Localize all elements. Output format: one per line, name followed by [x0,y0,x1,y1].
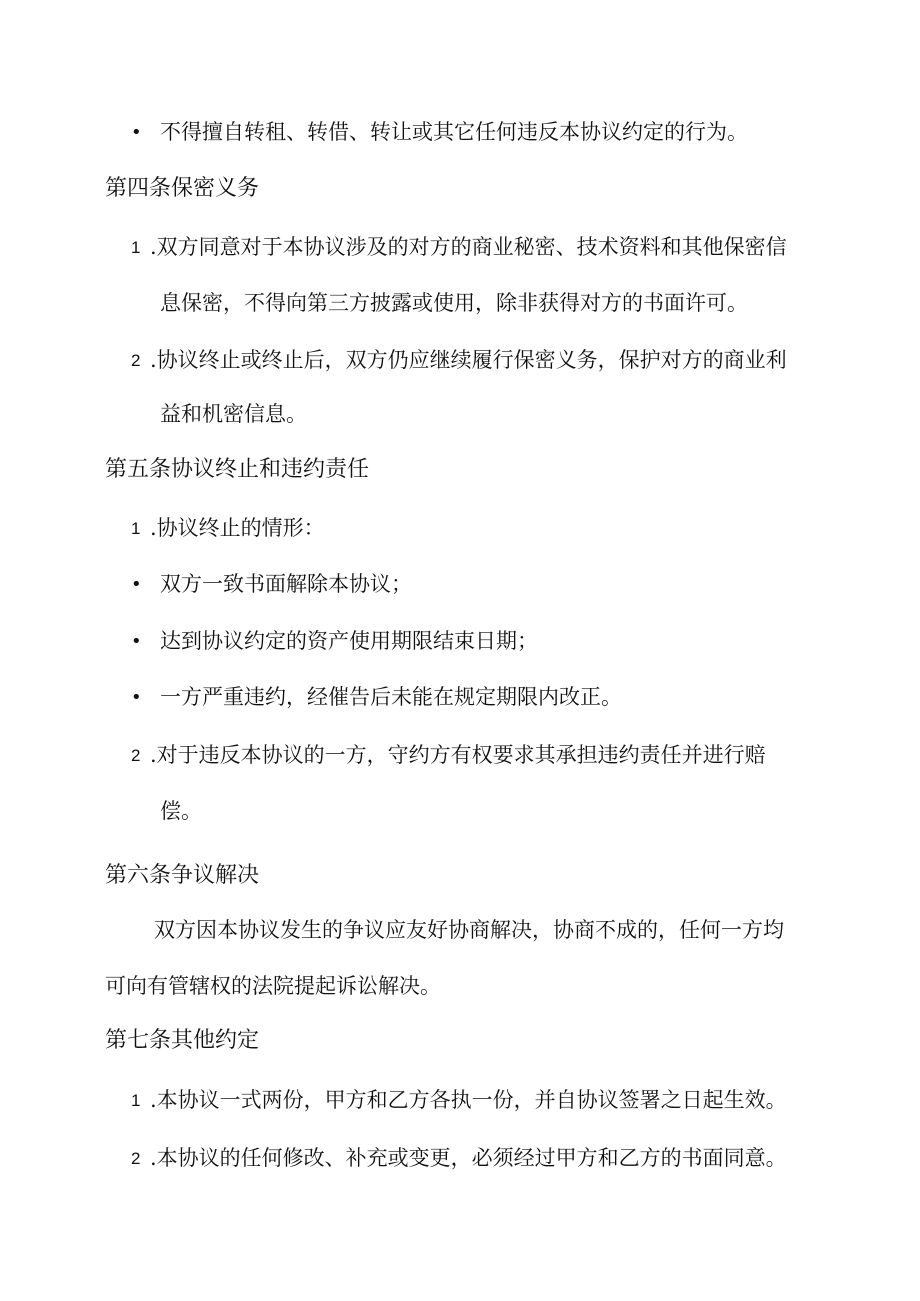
list-item: 一方严重违约，经催告后未能在规定期限内改正。 [160,685,622,709]
section-6-title: 第六条争议解决 [105,863,260,888]
section-5-item-2-line-1: .对于违反本协议的一方，守约方有权要求其承担违约责任并进行赔 [150,743,766,767]
list-item: 不得擅自转租、转借、转让或其它任何违反本协议约定的行为。 [160,120,748,144]
section-4-item-1-line-2: 息保密，不得向第三方披露或使用，除非获得对方的书面许可。 [160,291,748,315]
bullet-icon: • [131,631,142,652]
section-5-item-1: .协议终止的情形： [150,516,325,540]
section-4-item-2-line-2: 益和机密信息。 [160,402,307,426]
section-7-item-2: .本协议的任何修改、补充或变更，必须经过甲方和乙方的书面同意。 [150,1146,787,1170]
item-number: 2 [131,746,141,765]
section-5-item-2-line-2: 偿。 [160,799,202,823]
list-item: 双方一致书面解除本协议； [160,572,412,596]
bullet-icon: • [131,687,142,708]
section-4-title: 第四条保密义务 [105,176,260,201]
section-5-title: 第五条协议终止和违约责任 [105,457,370,482]
bullet-icon: • [131,122,142,143]
bullet-icon: • [131,574,142,595]
item-number: 2 [131,1149,141,1168]
item-number: 1 [131,238,141,257]
section-4-item-2-line-1: .协议终止或终止后，双方仍应继续履行保密义务，保护对方的商业利 [150,348,787,372]
list-item: 达到协议约定的资产使用期限结束日期； [160,629,538,653]
section-7-title: 第七条其他约定 [105,1028,260,1053]
section-7-item-1: .本协议一式两份，甲方和乙方各执一份，并自协议签署之日起生效。 [150,1088,787,1112]
item-number: 1 [131,1091,141,1110]
section-6-paragraph-line-2: 可向有管辖权的法院提起诉讼解决。 [105,974,441,998]
item-number: 1 [131,519,141,538]
section-6-paragraph-line-1: 双方因本协议发生的争议应友好协商解决，协商不成的，任何一方均 [154,918,784,942]
section-4-item-1-line-1: .双方同意对于本协议涉及的对方的商业秘密、技术资料和其他保密信 [150,235,787,259]
item-number: 2 [131,351,141,370]
